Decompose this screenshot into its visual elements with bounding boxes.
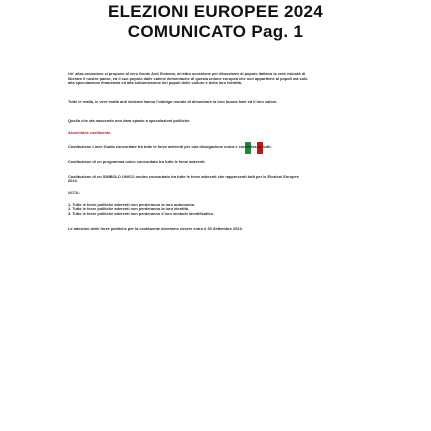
paragraph-assembly: Assemblea costituente. — [68, 129, 112, 135]
paragraph-deadline: Le adesioni delle forze politiche per la costituente dovranno essere entro il 30 Settembre 2023. — [68, 225, 243, 231]
communique-body — [68, 72, 308, 239]
paragraph-no-speculation: Quello che sta nascendo non darà spazio a speculazioni politiche. — [68, 117, 191, 123]
paragraph-symbol: Costituzione di un SIMBOLO UNICO neutro concordato tra tutte le forze aderenti che rappresenti tutti per le Elezioni Europee 2024. — [68, 173, 299, 184]
nota-item-2: 2. Tutte le forze politiche aderenti non perderanno la loro identità. — [68, 206, 189, 212]
page-title-line2: COMUNICATO Pag. 1 — [127, 22, 304, 41]
nota-item-3: 3. Tutte le forze politiche aderenti non perderanno il loro simbolo identificativo. — [68, 211, 215, 217]
paragraph-program: Costituzione di un programma unico concordato tra tutte le forze aderenti. — [68, 158, 206, 164]
paragraph-moral-duty: Tutte le realtà, le vere realtà anti sistema hanno l'obbligo morale di dimostrare la loro buona fede ed il loro valore. — [68, 99, 278, 105]
page-title-line1: ELEZIONI EUROPEE 2024 — [107, 2, 324, 21]
nota-list — [68, 203, 308, 217]
nota-item-1: 1. Tutte le forze politiche aderenti non perderanno la loro autonomia. — [68, 201, 195, 207]
paragraph-intro: Un' altra occasione si propone al vero fronte Anti Sistema, un'altra occasione per dimostrare al popolo italiano la vera volontà di liberare il nostro paese, ed il suo popolo dalle catene demoniache di questa unione europea che non appartiene ai popoli ma solo alla speculazione finanziaria ed alla sottomissione dei popoli delle culture e della loro identità. — [68, 71, 308, 86]
paragraph-guidelines: Costituzione Linee Guida concordate tra tutte le forze aderenti per una divulgazione unica e condivisa da tutti. — [68, 144, 272, 150]
nota-label: NOTA: — [68, 190, 81, 196]
